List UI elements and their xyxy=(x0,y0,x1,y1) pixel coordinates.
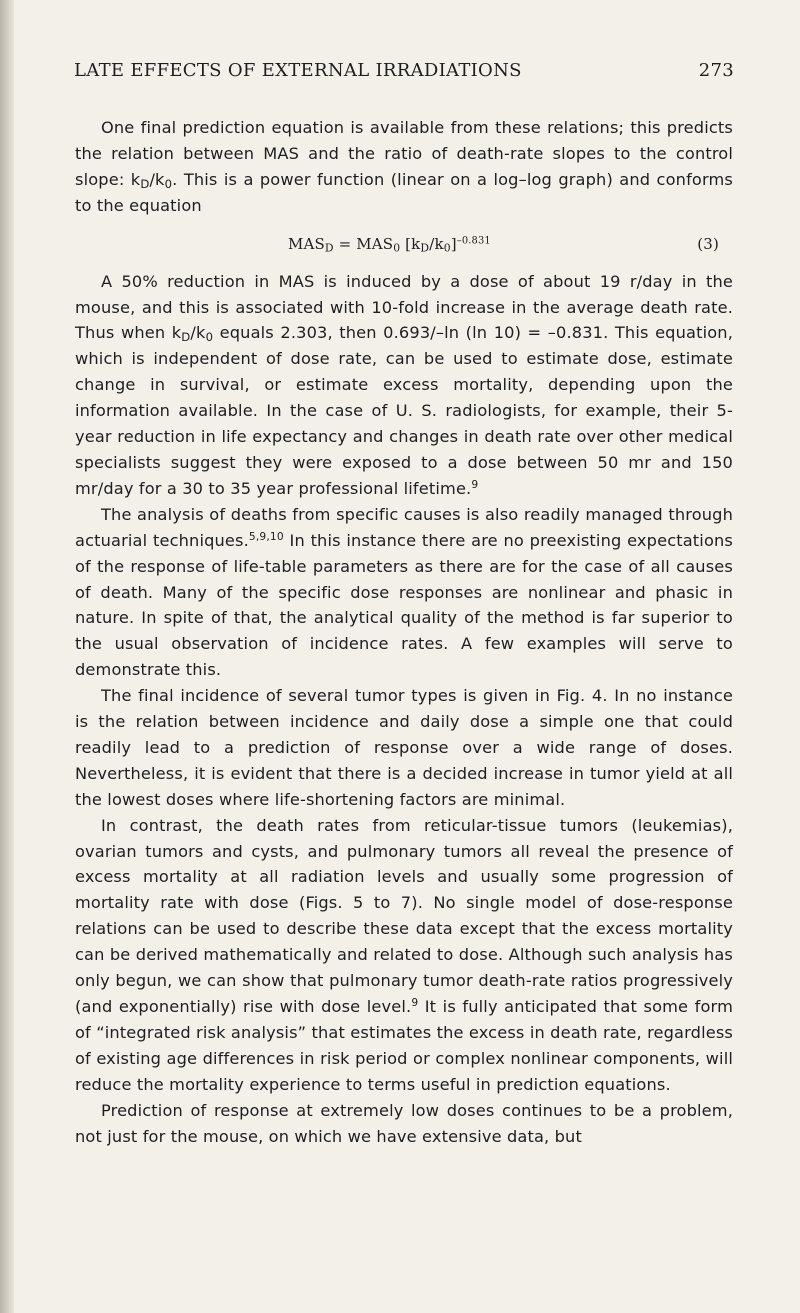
page-number: 273 xyxy=(698,60,734,81)
reference-superscript: 9 xyxy=(411,996,419,1010)
paragraph-1-mid: /k xyxy=(149,169,165,189)
eq-bracket-close: ] xyxy=(450,234,457,253)
eq-exponent: –0.831 xyxy=(456,235,491,247)
paragraph-3-text: The analysis of deaths from specific causes is also readily managed through actuarial techniques. xyxy=(75,504,733,550)
paragraph-3 xyxy=(75,502,733,683)
paragraph-1-text: One final prediction equation is available from these relations; this predicts the relation between MAS and the ratio of death-rate slopes to the control slope: k xyxy=(75,118,733,189)
eq-bracket-open: [k xyxy=(400,234,421,253)
paragraph-2-end: equals 2.303, then 0.693/–ln (ln 10) = –0.831. This equation, which is independent of dose rate, can be used to estimate dose, estimate change in survival, or estimate excess mortality, depending upon the information available. In the case of U. S. radiologists, for example, their 5-year reduction in life expectancy and changes in death rate over other medical specialists suggest they were exposed to a dose between 50 mr and 150 mr/day for a 30 to 35 year professional lifetime. xyxy=(75,323,733,498)
paragraph-2 xyxy=(75,269,733,502)
subscript-d: D xyxy=(140,176,150,191)
equation-number: (3) xyxy=(697,234,719,253)
paragraph-5-end: It is fully anticipated that some form of “integrated risk analysis” that estimates the excess in death rate, regardless of existing age differences in risk period or complex nonlinear components, will reduce the mortality experience to terms useful in prediction equations. xyxy=(75,997,733,1094)
eq-lhs: MAS xyxy=(288,234,325,253)
body-text xyxy=(75,115,733,1149)
eq-lhs-sub: D xyxy=(324,241,334,255)
eq-equals: = MAS xyxy=(333,234,394,253)
page-gutter-shadow xyxy=(0,0,14,1313)
p2-subscript-d: D xyxy=(181,330,191,345)
paragraph-5 xyxy=(75,813,733,1098)
paragraph-1 xyxy=(75,115,733,219)
paragraph-2-text: A 50% reduction in MAS is induced by a dose of about 19 r/day in the mouse, and this is associated with 10-fold increase in the average death rate. Thus when k xyxy=(75,271,733,343)
paragraph-4: The final incidence of several tumor types is given in Fig. 4. In no instance is the relation between incidence and daily dose a simple one that could readily lead to a prediction of response over a wide range of doses. Nevertheless, it is evident that there is a decided increase in tumor yield at all the lowest doses where life-shortening factors are minimal. xyxy=(75,686,733,809)
equation-3 xyxy=(75,222,733,266)
eq-k-sub-0: 0 xyxy=(443,241,451,255)
reference-superscript: 5,9,10 xyxy=(248,529,284,543)
eq-k-sub-d: D xyxy=(420,241,430,255)
running-title: LATE EFFECTS OF EXTERNAL IRRADIATIONS xyxy=(74,60,522,81)
paragraph-6: Prediction of response at extremely low doses continues to be a problem, not just for the mouse, on which we have extensive data, but xyxy=(75,1100,733,1146)
reference-superscript: 9 xyxy=(471,478,479,491)
subscript-0: 0 xyxy=(164,176,173,191)
paragraph-1-end: . This is a power function (linear on a log–log graph) and conforms to the equation xyxy=(75,169,733,215)
paragraph-5-text: In contrast, the death rates from reticular-tissue tumors (leukemias), ovarian tumors and cysts, and pulmonary tumors all reveal the presence of excess mortality at all radiation levels and usually some progression of mortality rate with dose (Figs. 5 to 7). No single model of dose-response relations can be used to describe these data except that the excess mortality can be derived mathematically and related to dose. Although such analysis has only begun, we can show that pulmonary tumor death-rate ratios progressively (and exponentially) rise with dose level. xyxy=(75,815,733,1016)
eq-rhs-sub: 0 xyxy=(393,241,401,255)
eq-slash: /k xyxy=(429,234,444,253)
paragraph-3-end: In this instance there are no preexisting expectations of the response of life-table parameters as there are for the case of all causes of death. Many of the specific dose responses are nonlinear and phasic in nature. In spite of that, the analytical quality of the method is far superior to the usual observation of incidence rates. A few examples will serve to demonstrate this. xyxy=(75,530,733,680)
equation-expression xyxy=(288,232,491,258)
paragraph-2-mid: /k xyxy=(190,323,206,343)
p2-subscript-0: 0 xyxy=(205,330,214,345)
